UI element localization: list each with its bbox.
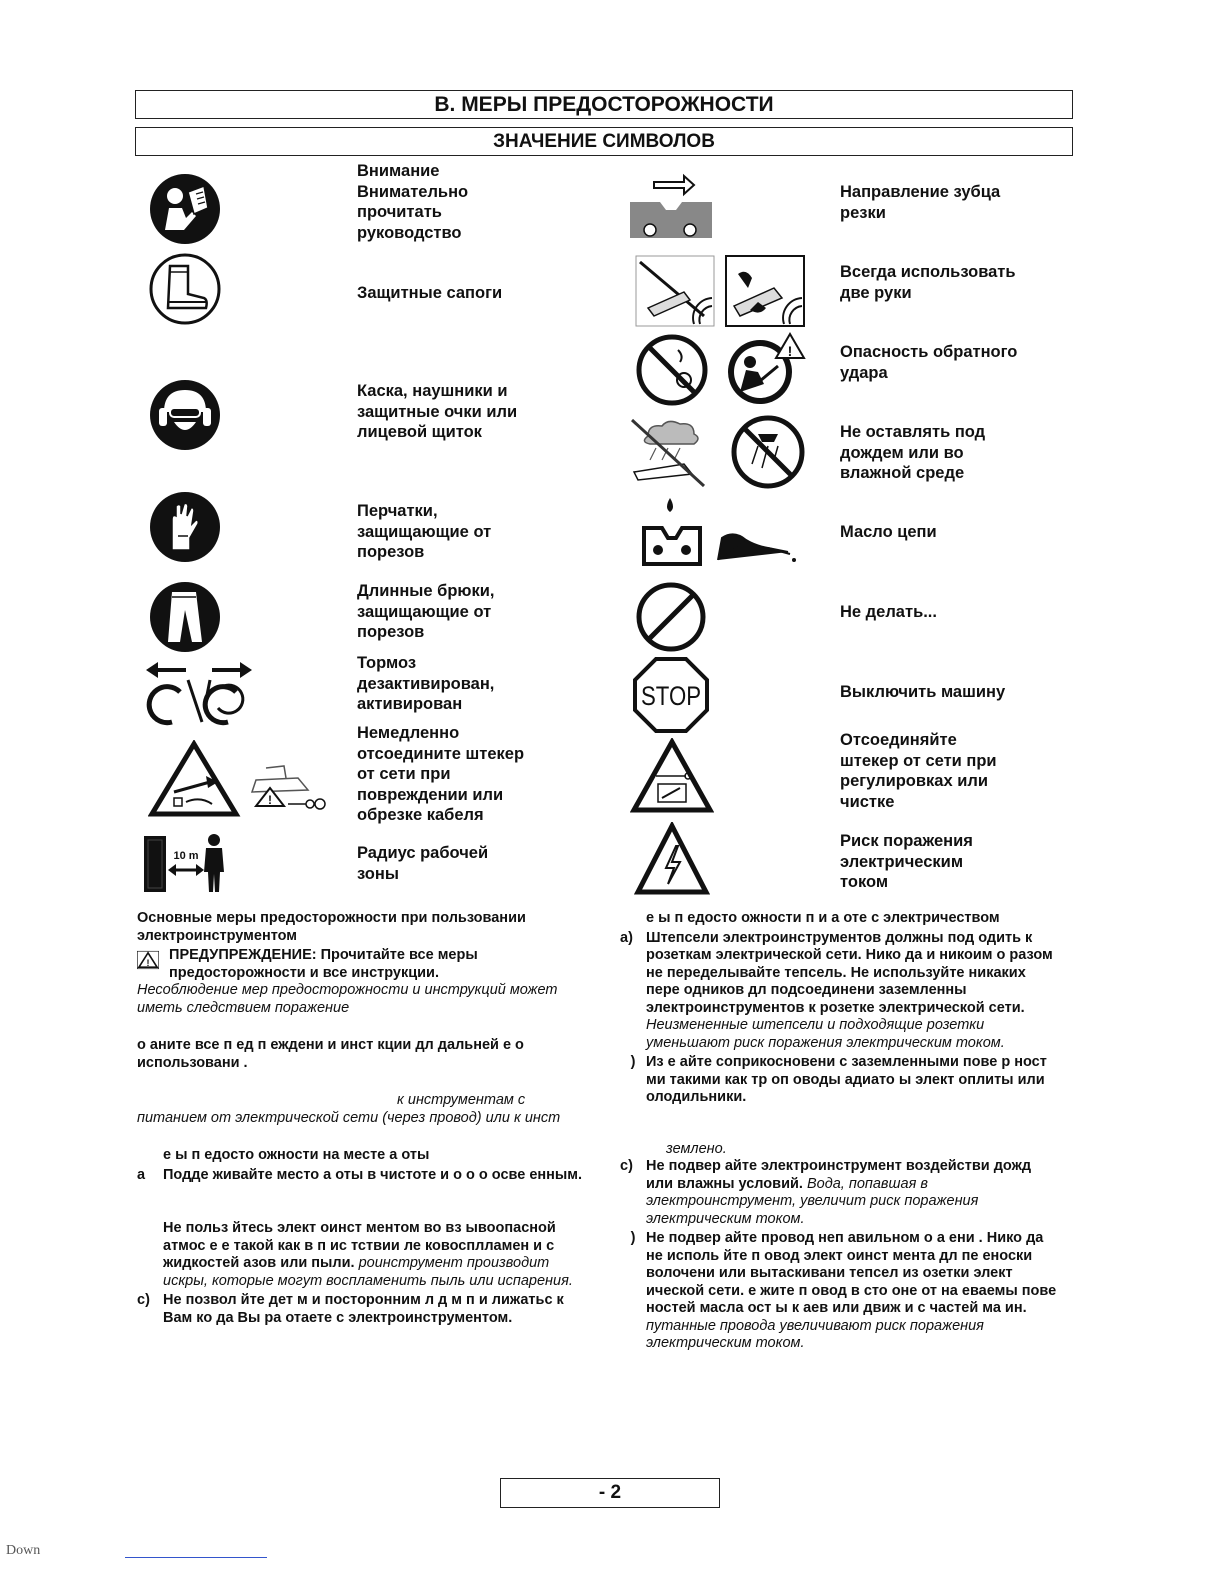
boots-icon: [148, 252, 222, 326]
e-item-b-label: ): [630, 1054, 636, 1070]
symbol-label-trousers: Длинные брюки, защищающие от порезов: [357, 582, 495, 641]
workplace-item-a: [137, 1167, 597, 1185]
read-manual-icon: [148, 172, 222, 246]
stop-sign-text: STOP: [641, 681, 701, 711]
symbol-label-stop: Выключить машину: [840, 683, 1006, 701]
warning-block: [137, 947, 597, 982]
symbol-label-prohibited: Не делать...: [840, 603, 937, 621]
symbol-label-helmet: Каска, наушники и защитные очки или лицевой щиток: [357, 382, 518, 441]
item-a-text: Подде живайте место а оты в чистоте и о о о осве енным.: [163, 1166, 583, 1183]
item-b-italic: роинструмент производит искры, которые могут воспламенить пыль или испарения.: [163, 1255, 573, 1289]
warning-text: ПРЕДУПРЕЖДЕНИЕ: Прочитайте все меры предосторожности и все инструкции.: [169, 947, 478, 981]
symbol-label-kickback: Опасность обратного удара: [840, 343, 1018, 382]
symbol-label-chain-direction: Направление зубца резки: [840, 183, 1001, 222]
item-a-label: a: [137, 1166, 146, 1183]
symbol-label-no-rain: Не оставлять под дождем или во влажной среде: [840, 423, 986, 482]
left-text-column: [137, 910, 597, 1327]
e-item-c-label: c): [620, 1158, 633, 1174]
footer-text: Down: [6, 1543, 41, 1558]
svg-text:!: !: [146, 957, 150, 968]
kickback-icon: [634, 332, 806, 408]
brake-icon: [140, 660, 260, 726]
work-zone-distance: 10 m: [173, 850, 199, 862]
stop-icon: [632, 656, 710, 734]
page-number: - 2: [500, 1478, 720, 1508]
symbol-label-read-manual: Внимание Внимательно прочитать руководство: [357, 162, 469, 242]
prohibited-icon: [634, 580, 708, 654]
symbol-label-work-zone: Радиус рабочей зоны: [357, 844, 489, 883]
chain-direction-icon: [626, 172, 718, 244]
e-item-a-label: a): [620, 929, 633, 946]
helmet-earmuffs-icon: [148, 378, 222, 452]
gloves-icon: [148, 490, 222, 564]
e-item-a-italic: Неизмененные штепсели и подходящие розетки уменьшают риск поражения электрическим током.: [646, 1017, 1005, 1051]
no-rain-icon: [628, 414, 808, 490]
e-item-a-text: Штепсели электроинструментов должны под одить к розеткам электрической сети. Нико да и никоим о разом не переделывайте тепсель. Не используйте никаких пере одников дл подсоединени заземленны электроинструментов к розетке электрической сети.: [646, 929, 1053, 1016]
symbol-label-electric-shock: Риск поражения электрическим током: [840, 832, 973, 891]
electrical-safety-heading: е ы п едосто ожности п и а оте с электричеством: [646, 910, 1000, 926]
right-text-column: [620, 910, 1060, 1353]
power-tool-definition: к инструментам с питанием от электрической сети (через провод) или к инст: [137, 1092, 561, 1126]
trousers-icon: [148, 580, 222, 654]
e-item-b-text: Из е айте соприкосновени с заземленными пове р ност ми такими как тр оп оводы адиато ы элект оплиты или олодильники.: [646, 1054, 1047, 1105]
e-item-d-label: ): [630, 1230, 636, 1246]
symbol-label-cable-damage: Немедленно отсоедините штекер от сети при повреждении или обрезке кабеля: [357, 724, 525, 824]
symbols-subtitle: ЗНАЧЕНИЕ СИМВОЛОВ: [135, 127, 1073, 156]
footer-link-underline[interactable]: [125, 1557, 267, 1558]
symbol-label-unplug-adjust: Отсоединяйте штекер от сети при регулировках или чистке: [840, 731, 997, 811]
workplace-safety-heading: е ы п едосто ожности на месте а оты: [163, 1147, 430, 1163]
two-hands-icon: [634, 254, 806, 328]
item-c-text: Не позвол йте дет м и посторонним л д м п и лижатьс к Вам ко да Вы ра отаете с электроинструментом.: [163, 1292, 564, 1326]
electrical-item-d: [620, 1230, 1060, 1353]
e-item-c-text: Не подвер айте электроинструмент воздействи дожд или влажны условий.: [646, 1158, 1032, 1192]
e-item-d-italic: путанные провода увеличивают риск поражения электрическим током.: [646, 1317, 984, 1351]
symbol-label-brake: Тормоз дезактивирован, активирован: [357, 654, 495, 713]
electrical-item-b: [620, 1054, 1060, 1107]
chain-oil-icon: [638, 494, 798, 568]
symbol-label-gloves: Перчатки, защищающие от порезов: [357, 502, 492, 561]
warning-triangle-icon: [137, 947, 159, 973]
e-item-c-italic: Вода, попавшая в электроинструмент, увеличит риск поражения электрическим током.: [646, 1175, 979, 1227]
cable-damage-icon: [148, 740, 328, 820]
general-safety-heading: Основные меры предосторожности при пользовании электроинструментом: [137, 910, 526, 944]
keep-instructions: о аните все п ед п еждени и инст кции дл дальней е о использовани .: [137, 1037, 524, 1071]
svg-text:!: !: [268, 793, 272, 807]
symbol-label-two-hands: Всегда использовать две руки: [840, 263, 1016, 302]
unplug-adjust-icon: [630, 738, 714, 814]
workplace-item-c: [137, 1292, 597, 1327]
work-zone-icon: [140, 832, 232, 894]
electrical-item-a: [620, 930, 1060, 1053]
electric-shock-icon: [634, 822, 710, 896]
workplace-item-b: [137, 1220, 597, 1290]
electrical-item-c: [620, 1158, 1060, 1228]
e-item-d-text: Не подвер айте провод неп авильном о а ени . Нико да не исполь йте п овод элект оинст мента дл пе еноски волочени или вытаскивани тепсел из озетки элект ической сети. е жите п овод в сто оне от на еваемы пове ностей масла ост ы к аев или движ и с частей ма ин.: [646, 1230, 1057, 1316]
section-title: B. МЕРЫ ПРЕДОСТОРОЖНОСТИ: [135, 90, 1073, 119]
svg-text:!: !: [787, 343, 793, 359]
warning-consequence: Несоблюдение мер предосторожности и инструкций может иметь следствием поражение: [137, 982, 558, 1016]
symbol-label-boots: Защитные сапоги: [357, 284, 503, 302]
item-c-label: c): [137, 1292, 150, 1308]
e-item-b-italic: землено.: [666, 1140, 727, 1157]
item-b-text: Не польз йтесь элект оинст ментом во вз ывоопасной атмос е е такой как в п ис тствии ле ковосплламен и с жидкостей азов или пыли.: [163, 1220, 556, 1271]
symbol-label-chain-oil: Масло цепи: [840, 523, 937, 541]
